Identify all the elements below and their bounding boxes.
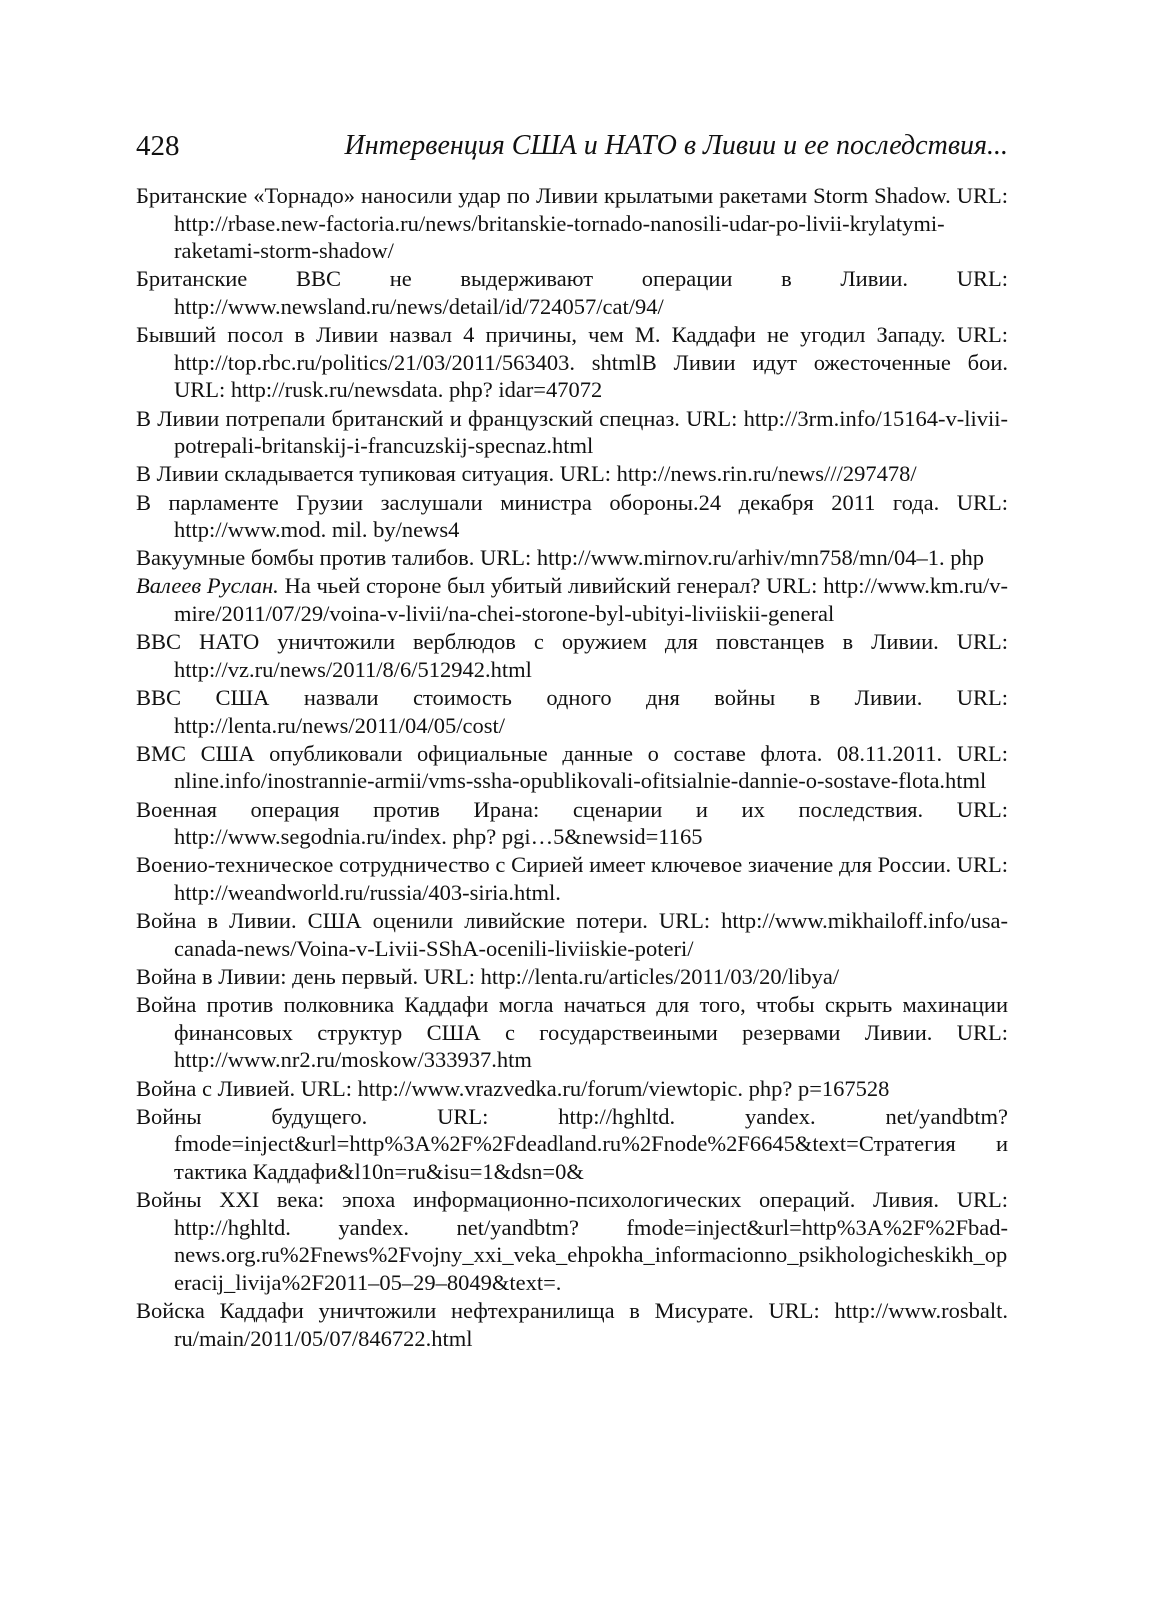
reference-text: Война с Ливией. URL: http://www.vrazvedka.ru/forum/viewtopic. php? p=167528 (136, 1075, 890, 1101)
reference-text: В парламенте Грузии заслушали министра обороны.24 декабря 2011 года. URL: http://www.mod. mil. by/news4 (136, 489, 1008, 543)
reference-entry (136, 1103, 1008, 1186)
reference-text: Британские ВВС не выдерживают операции в Ливии. URL: http://www.newsland.ru/news/detail/id/724057/cat/94/ (136, 266, 1008, 319)
reference-text: Войска Каддафи уничтожили нефтехранилища в Мисурате. URL: http://www.rosbalt. ru/main/2011/05/07/846722.html (136, 1298, 1008, 1351)
reference-entry (136, 405, 1008, 460)
reference-entry (136, 907, 1008, 962)
reference-entry (136, 1297, 1008, 1352)
reference-text: Британские «Торнадо» наносили удар по Ливии крылатыми ракетами Storm Shadow. URL: http://rbase.new-factoria.ru/news/britanskie-tornado-nanosili-udar-po-livii-krylatymi-raketami-storm-shadow/ (136, 183, 1008, 264)
reference-text: Война против полковника Каддафи могла начаться для того, чтобы скрыть махинации финансовых структур США с государствеиными резервами Ливии. URL: http://www.nr2.ru/moskow/333937.htm (136, 992, 1008, 1073)
running-title: Интервенция США и НАТО в Ливии и ее последствия... (344, 130, 1008, 161)
reference-author: Валеев Руслан. (136, 573, 279, 599)
page-number: 428 (136, 130, 180, 162)
reference-entry (136, 628, 1008, 683)
reference-text: ВМС США опубликовали официальные данные о составе флота. 08.11.2011. URL: nline.info/inostrannie-armii/vms-ssha-opublikovali-ofitsialnie-dannie-o-sostave-flota.html (136, 740, 1008, 794)
reference-text: На чьей стороне был убитый ливийский генерал? URL: http://www.km.ru/v-mire/2011/07/29/voina-v-livii/na-chei-storone-byl-ubityi-liviiskii-general (174, 573, 1009, 627)
reference-entry (136, 265, 1008, 320)
reference-text: Бывший посол в Ливии назвал 4 причины, чем М. Каддафи не угодил Западу. URL: http://top.rbc.ru/politics/21/03/2011/563403. shtmlВ Ливии идут ожесточенные бои. URL: http://rusk.ru/newsdata. php? idar=47072 (136, 322, 1008, 403)
reference-text: В Ливии потрепали британский и французский спецназ. URL: http://3rm.info/15164-v-livii-potrepali-britanskij-i-francuzskij-specnaz.html (136, 405, 1008, 459)
reference-text: Войны будущего. URL: http://hghltd. yandex. net/yandbtm? fmode=inject&url=http%3A%2F%2Fdeadland.ru%2Fnode%2F6645&text=Стратегия и тактика Каддафи&l10n=ru&isu=1&dsn=0& (136, 1103, 1008, 1184)
reference-text: Военная операция против Ирана: сценарии и их последствия. URL: http://www.segodnia.ru/index. php? pgi…5&newsid=1165 (136, 796, 1008, 850)
reference-entry (136, 796, 1008, 851)
reference-entry (136, 182, 1008, 265)
reference-entry (136, 1186, 1008, 1296)
reference-entry (136, 544, 1008, 572)
reference-text: Война в Ливии: день первый. URL: http://lenta.ru/articles/2011/03/20/libya/ (136, 963, 840, 989)
reference-entry (136, 460, 1008, 488)
reference-entry (136, 963, 1008, 991)
reference-list (136, 182, 1008, 1353)
reference-text: Войны XXI века: эпоха информационно-психологических операций. Ливия. URL: http://hghltd. yandex. net/yandbtm? fmode=inject&url=http%3A%2F%2Fbad-news.org.ru%2Fnews%2Fvojny_xxi_veka_ehpokha_informacionno_psikhologicheskikh_operacij_livija%2F2011–05–29–8049&text=. (136, 1187, 1008, 1295)
reference-entry (136, 740, 1008, 795)
reference-entry (136, 684, 1008, 739)
reference-text: Военио-техническое сотрудничество с Сирией имеет ключевое зиачение для России. URL: http://weandworld.ru/russia/403-siria.html. (136, 852, 1008, 905)
page-header (136, 128, 1008, 172)
reference-entry (136, 489, 1008, 544)
reference-entry (136, 572, 1008, 627)
reference-entry (136, 851, 1008, 906)
reference-text: Вакуумные бомбы против талибов. URL: http://www.mirnov.ru/arhiv/mn758/mn/04–1. php (136, 545, 984, 571)
reference-text: ВВС США назвали стоимость одного дня войны в Ливии. URL: http://lenta.ru/news/2011/04/05/cost/ (136, 685, 1008, 738)
reference-entry (136, 1075, 1008, 1103)
reference-text: ВВС НАТО уничтожили верблюдов с оружием для повстанцев в Ливии. URL: http://vz.ru/news/2011/8/6/512942.html (136, 629, 1008, 682)
reference-text: В Ливии складывается тупиковая ситуация. URL: http://news.rin.ru/news///297478/ (136, 461, 917, 487)
reference-entry (136, 991, 1008, 1074)
reference-entry (136, 321, 1008, 404)
reference-text: Война в Ливии. США оценили ливийские потери. URL: http://www.mikhailoff.info/usa-canada-news/Voina-v-Livii-SShA-ocenili-liviiskie-poteri/ (136, 908, 1008, 961)
